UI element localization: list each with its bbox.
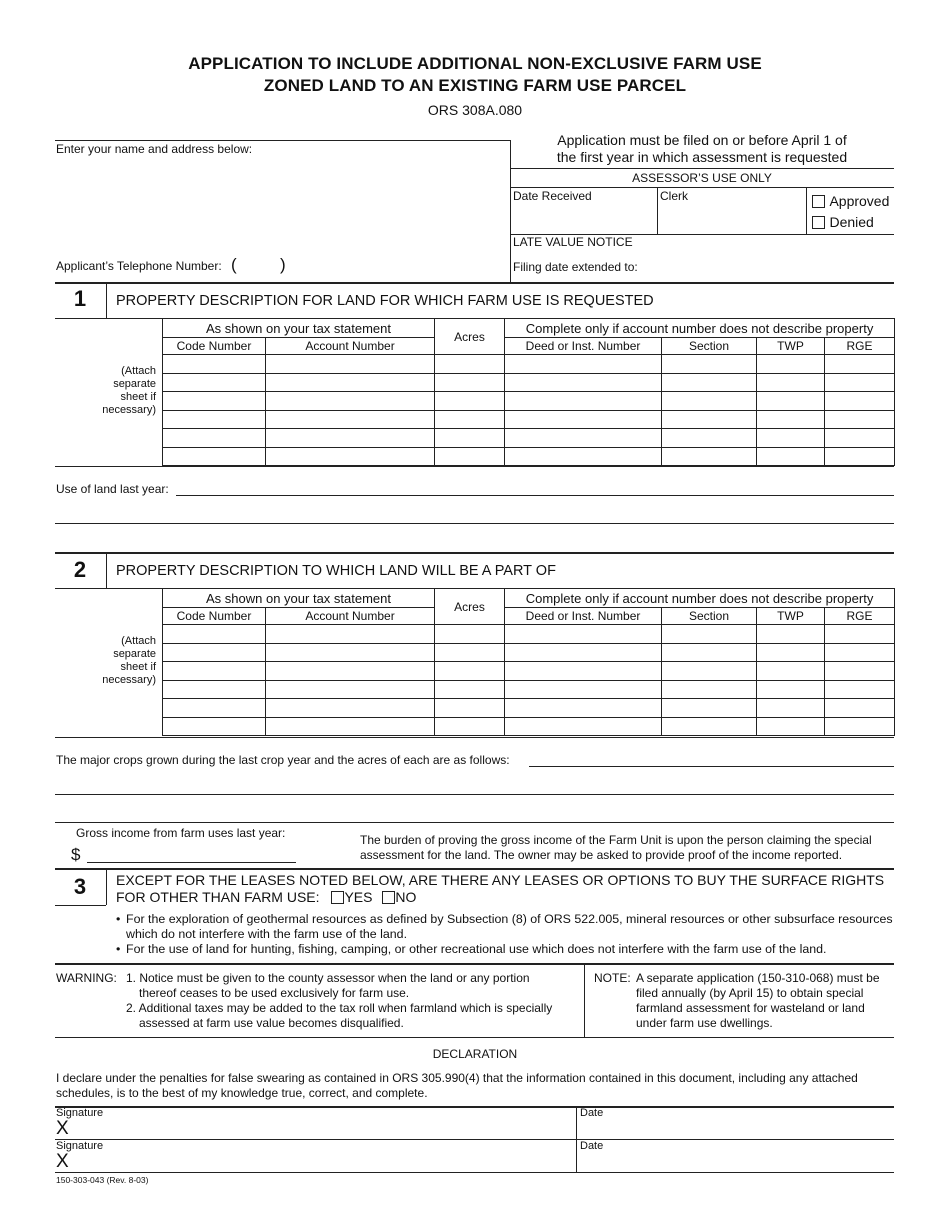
section1-heading: PROPERTY DESCRIPTION FOR LAND FOR WHICH FARM USE IS REQUESTED [116, 293, 654, 309]
major-crops-label: The major crops grown during the last crop year and the acres of each are as follows: [56, 753, 510, 767]
applicant-divider [510, 140, 511, 282]
leases-question-text: FOR OTHER THAN FARM USE: [116, 889, 320, 905]
deed-number-cell[interactable] [505, 373, 662, 392]
code-number-cell[interactable] [163, 643, 266, 662]
complete-only-header: Complete only if account number does not describe property [505, 589, 895, 608]
rge-cell[interactable] [825, 662, 895, 681]
section-cell[interactable] [662, 410, 757, 429]
gross-income-label: Gross income from farm uses last year: [76, 826, 286, 840]
note-line3: farmland assessment for wasteland or land [636, 1001, 865, 1015]
name-address-label: Enter your name and address below: [56, 142, 253, 156]
twp-cell[interactable] [757, 643, 825, 662]
assessor-divider-2 [806, 187, 807, 234]
deed-number-cell[interactable] [505, 699, 662, 718]
no-checkbox[interactable] [382, 891, 395, 904]
assessor-divider-1 [657, 187, 658, 234]
section-header: Section [662, 338, 757, 355]
section3-number-bottom-rule [55, 905, 106, 906]
section-cell[interactable] [662, 373, 757, 392]
signature-2-label: Signature [56, 1140, 104, 1152]
table-row [163, 392, 895, 411]
section2-top-rule [55, 552, 894, 554]
rge-cell[interactable] [825, 625, 895, 644]
section-cell[interactable] [662, 392, 757, 411]
rge-cell[interactable] [825, 447, 895, 466]
no-option[interactable] [382, 889, 416, 905]
section2-attach-note: (Attach separate sheet if necessary) [102, 635, 156, 686]
acres-cell[interactable] [435, 355, 505, 374]
note-label: NOTE: [594, 971, 631, 985]
table-row [163, 410, 895, 429]
deed-number-header: Deed or Inst. Number [505, 338, 662, 355]
rge-cell[interactable] [825, 410, 895, 429]
twp-cell[interactable] [757, 662, 825, 681]
code-number-cell[interactable] [163, 429, 266, 448]
note-line1: A separate application (150-310-068) must be [636, 971, 880, 985]
twp-cell[interactable] [757, 625, 825, 644]
phone-open-paren: ( [231, 255, 237, 274]
code-number-cell[interactable] [163, 625, 266, 644]
table-row [163, 429, 895, 448]
deed-number-cell[interactable] [505, 429, 662, 448]
deed-number-cell[interactable] [505, 680, 662, 699]
filing-notice-line2: the first year in which assessment is requested [556, 149, 848, 165]
section-cell[interactable] [662, 680, 757, 699]
tax-statement-header: As shown on your tax statement [163, 589, 435, 608]
table-row [163, 373, 895, 392]
acres-cell[interactable] [435, 662, 505, 681]
account-number-cell[interactable] [266, 680, 435, 699]
burden-line2: assessment for the land. The owner may be asked to provide proof of the income reported. [360, 848, 843, 862]
signature-1-label: Signature [56, 1107, 104, 1119]
table-row [163, 355, 895, 374]
leases-question-line2 [116, 889, 416, 905]
signature-2-x: X [56, 1151, 69, 1172]
section2-heading: PROPERTY DESCRIPTION TO WHICH LAND WILL BE A PART OF [116, 563, 556, 579]
twp-cell[interactable] [757, 355, 825, 374]
code-number-cell[interactable] [163, 680, 266, 699]
signature-1-field[interactable] [74, 1118, 572, 1138]
bullet1-line2: which do not interfere with the farm use of the land. [126, 927, 408, 941]
date-2-field[interactable] [580, 1151, 892, 1171]
twp-cell[interactable] [757, 680, 825, 699]
leases-question-line1: EXCEPT FOR THE LEASES NOTED BELOW, ARE THERE ANY LEASES OR OPTIONS TO BUY THE SURFACE RIGHTS [116, 872, 885, 888]
section-cell[interactable] [662, 643, 757, 662]
section-header: Section [662, 608, 757, 625]
section1-property-table [162, 318, 895, 466]
twp-cell[interactable] [757, 447, 825, 466]
account-number-cell[interactable] [266, 625, 435, 644]
code-number-cell[interactable] [163, 447, 266, 466]
account-number-cell[interactable] [266, 643, 435, 662]
denied-option[interactable] [812, 214, 874, 232]
section1-table-bottom-rule [55, 466, 894, 467]
table-row [163, 662, 895, 681]
warning-item2-line2: assessed at farm use value becomes disqualified. [139, 1016, 404, 1030]
deed-number-cell[interactable] [505, 392, 662, 411]
top-rule-left [55, 140, 510, 141]
table-row [163, 717, 895, 736]
acres-cell[interactable] [435, 410, 505, 429]
dollar-sign: $ [71, 845, 81, 864]
signature-bottom-rule [55, 1172, 894, 1173]
section-cell[interactable] [662, 447, 757, 466]
approved-option[interactable] [812, 193, 889, 211]
form-number: 150-303-043 (Rev. 8-03) [56, 1175, 149, 1185]
late-value-notice-label: LATE VALUE NOTICE [513, 235, 633, 249]
clerk-label: Clerk [660, 189, 689, 203]
major-crops-line-2[interactable] [55, 794, 894, 795]
code-number-cell[interactable] [163, 410, 266, 429]
section-cell[interactable] [662, 699, 757, 718]
major-crops-line[interactable] [529, 766, 894, 767]
complete-only-header: Complete only if account number does not describe property [505, 319, 895, 338]
rge-cell[interactable] [825, 699, 895, 718]
code-number-cell[interactable] [163, 392, 266, 411]
account-number-cell[interactable] [266, 373, 435, 392]
acres-cell[interactable] [435, 699, 505, 718]
code-number-cell[interactable] [163, 662, 266, 681]
deed-number-cell[interactable] [505, 662, 662, 681]
acres-cell[interactable] [435, 643, 505, 662]
code-number-cell[interactable] [163, 373, 266, 392]
deed-number-cell[interactable] [505, 447, 662, 466]
assessor-header-rule [510, 187, 894, 188]
account-number-cell[interactable] [266, 355, 435, 374]
twp-cell[interactable] [757, 410, 825, 429]
code-number-cell[interactable] [163, 717, 266, 736]
rge-cell[interactable] [825, 429, 895, 448]
gross-income-field[interactable] [87, 862, 296, 863]
signature-date-divider [576, 1107, 577, 1173]
section1-attach-note: (Attach separate sheet if necessary) [102, 365, 156, 416]
signature-top-rule [55, 1106, 894, 1108]
signature-2-field[interactable] [74, 1151, 572, 1171]
account-number-cell[interactable] [266, 447, 435, 466]
warning-item2-line1: 2. Additional taxes may be added to the tax roll when farmland which is specially [126, 1001, 553, 1015]
note-line2: filed annually (by April 15) to obtain special [636, 986, 864, 1000]
section1-number-divider [106, 283, 107, 319]
approved-checkbox[interactable] [812, 195, 825, 208]
acres-cell[interactable] [435, 717, 505, 736]
income-top-rule [55, 822, 894, 823]
warning-note-divider [584, 964, 585, 1037]
name-address-field[interactable] [56, 158, 506, 254]
signature-1-x: X [56, 1118, 69, 1139]
yes-option[interactable] [331, 889, 376, 905]
table-row [163, 680, 895, 699]
section3-top-rule [55, 868, 894, 870]
acres-cell[interactable] [435, 625, 505, 644]
acres-cell[interactable] [435, 373, 505, 392]
table-row [163, 699, 895, 718]
section2-number: 2 [73, 557, 87, 582]
section-cell[interactable] [662, 717, 757, 736]
account-number-cell[interactable] [266, 392, 435, 411]
acres-header: Acres [435, 589, 505, 625]
table-row [163, 447, 895, 466]
warning-bottom-rule [55, 1037, 894, 1038]
account-number-header: Account Number [266, 338, 435, 355]
form-title-line2: ZONED LAND TO AN EXISTING FARM USE PARCEL [263, 76, 687, 95]
section-cell[interactable] [662, 625, 757, 644]
account-number-cell[interactable] [266, 699, 435, 718]
phone-label: Applicant’s Telephone Number: [56, 259, 222, 273]
signature-middle-rule [55, 1139, 894, 1140]
code-number-cell[interactable] [163, 355, 266, 374]
twp-cell[interactable] [757, 429, 825, 448]
section2-number-divider [106, 553, 107, 589]
section3-number-divider [106, 869, 107, 905]
rge-cell[interactable] [825, 717, 895, 736]
section3-number: 3 [73, 874, 87, 899]
yes-checkbox[interactable] [331, 891, 344, 904]
code-number-cell[interactable] [163, 699, 266, 718]
twp-header: TWP [757, 608, 825, 625]
bullet2-text: For the use of land for hunting, fishing, camping, or other recreational use which does not interfere with the farm use of the land. [126, 942, 827, 956]
code-number-header: Code Number [163, 608, 266, 625]
twp-cell[interactable] [757, 392, 825, 411]
rge-cell[interactable] [825, 355, 895, 374]
rge-header: RGE [825, 608, 895, 625]
burden-line1: The burden of proving the gross income of the Farm Unit is upon the person claiming the special [360, 833, 872, 847]
warning-top-rule [55, 963, 894, 965]
table-row [163, 643, 895, 662]
deed-number-header: Deed or Inst. Number [505, 608, 662, 625]
section-cell[interactable] [662, 355, 757, 374]
filing-notice-line1: Application must be filed on or before April 1 of [557, 132, 847, 148]
denied-label: Denied [829, 214, 874, 230]
bullet2-marker: • [116, 942, 121, 956]
account-number-header: Account Number [266, 608, 435, 625]
date-received-label: Date Received [513, 189, 592, 203]
section-cell[interactable] [662, 429, 757, 448]
deed-number-cell[interactable] [505, 717, 662, 736]
use-last-year-line-2[interactable] [55, 523, 894, 524]
tax-statement-header: As shown on your tax statement [163, 319, 435, 338]
date-1-label: Date [580, 1107, 604, 1119]
account-number-cell[interactable] [266, 717, 435, 736]
twp-cell[interactable] [757, 373, 825, 392]
rge-cell[interactable] [825, 392, 895, 411]
warning-label: WARNING: [56, 971, 117, 985]
declaration-heading: DECLARATION [432, 1047, 518, 1061]
yes-label: YES [344, 889, 373, 905]
section2-table-bottom-rule [55, 737, 894, 738]
acres-header: Acres [435, 319, 505, 355]
acres-cell[interactable] [435, 429, 505, 448]
warning-item1-line2: thereof ceases to be used exclusively for farm use. [139, 986, 410, 1000]
denied-checkbox[interactable] [812, 216, 825, 229]
date-2-label: Date [580, 1140, 604, 1152]
declaration-line1: I declare under the penalties for false swearing as contained in ORS 305.990(4) that the information contained in this document, including any attached [56, 1071, 858, 1085]
date-1-field[interactable] [580, 1118, 892, 1138]
area-code-field[interactable] [240, 256, 276, 274]
rge-cell[interactable] [825, 643, 895, 662]
use-last-year-line[interactable] [176, 495, 894, 496]
acres-cell[interactable] [435, 392, 505, 411]
bullet1-line1: For the exploration of geothermal resources as defined by Subsection (8) of ORS 522.005, mineral resources or other subsurface resources [126, 912, 893, 926]
filing-extended-label: Filing date extended to: [513, 260, 638, 274]
approved-label: Approved [829, 193, 890, 209]
account-number-cell[interactable] [266, 662, 435, 681]
assessor-use-heading: ASSESSOR’S USE ONLY [632, 171, 772, 185]
deed-number-cell[interactable] [505, 410, 662, 429]
twp-cell[interactable] [757, 717, 825, 736]
twp-cell[interactable] [757, 699, 825, 718]
deed-number-cell[interactable] [505, 355, 662, 374]
section1-number: 1 [73, 286, 87, 311]
table-row [163, 625, 895, 644]
twp-header: TWP [757, 338, 825, 355]
rge-header: RGE [825, 338, 895, 355]
deed-number-cell[interactable] [505, 643, 662, 662]
account-number-cell[interactable] [266, 410, 435, 429]
no-label: NO [395, 889, 417, 905]
bullet1-marker: • [116, 912, 121, 926]
declaration-line2: schedules, is to the best of my knowledge true, correct, and complete. [56, 1086, 428, 1100]
acres-cell[interactable] [435, 680, 505, 699]
use-last-year-label: Use of land last year: [56, 482, 169, 496]
phone-number-field[interactable] [292, 256, 502, 274]
section1-top-rule [55, 282, 894, 284]
rge-cell[interactable] [825, 680, 895, 699]
assessor-top-rule [510, 168, 894, 169]
phone-close-paren: ) [280, 255, 286, 274]
statute-reference: ORS 308A.080 [427, 102, 523, 118]
section2-property-table [162, 588, 895, 736]
form-title-line1: APPLICATION TO INCLUDE ADDITIONAL NON-EXCLUSIVE FARM USE [188, 54, 762, 73]
section-cell[interactable] [662, 662, 757, 681]
account-number-cell[interactable] [266, 429, 435, 448]
note-line4: under farm use dwellings. [636, 1016, 773, 1030]
acres-cell[interactable] [435, 447, 505, 466]
code-number-header: Code Number [163, 338, 266, 355]
warning-item1-line1: 1. Notice must be given to the county assessor when the land or any portion [126, 971, 530, 985]
rge-cell[interactable] [825, 373, 895, 392]
deed-number-cell[interactable] [505, 625, 662, 644]
